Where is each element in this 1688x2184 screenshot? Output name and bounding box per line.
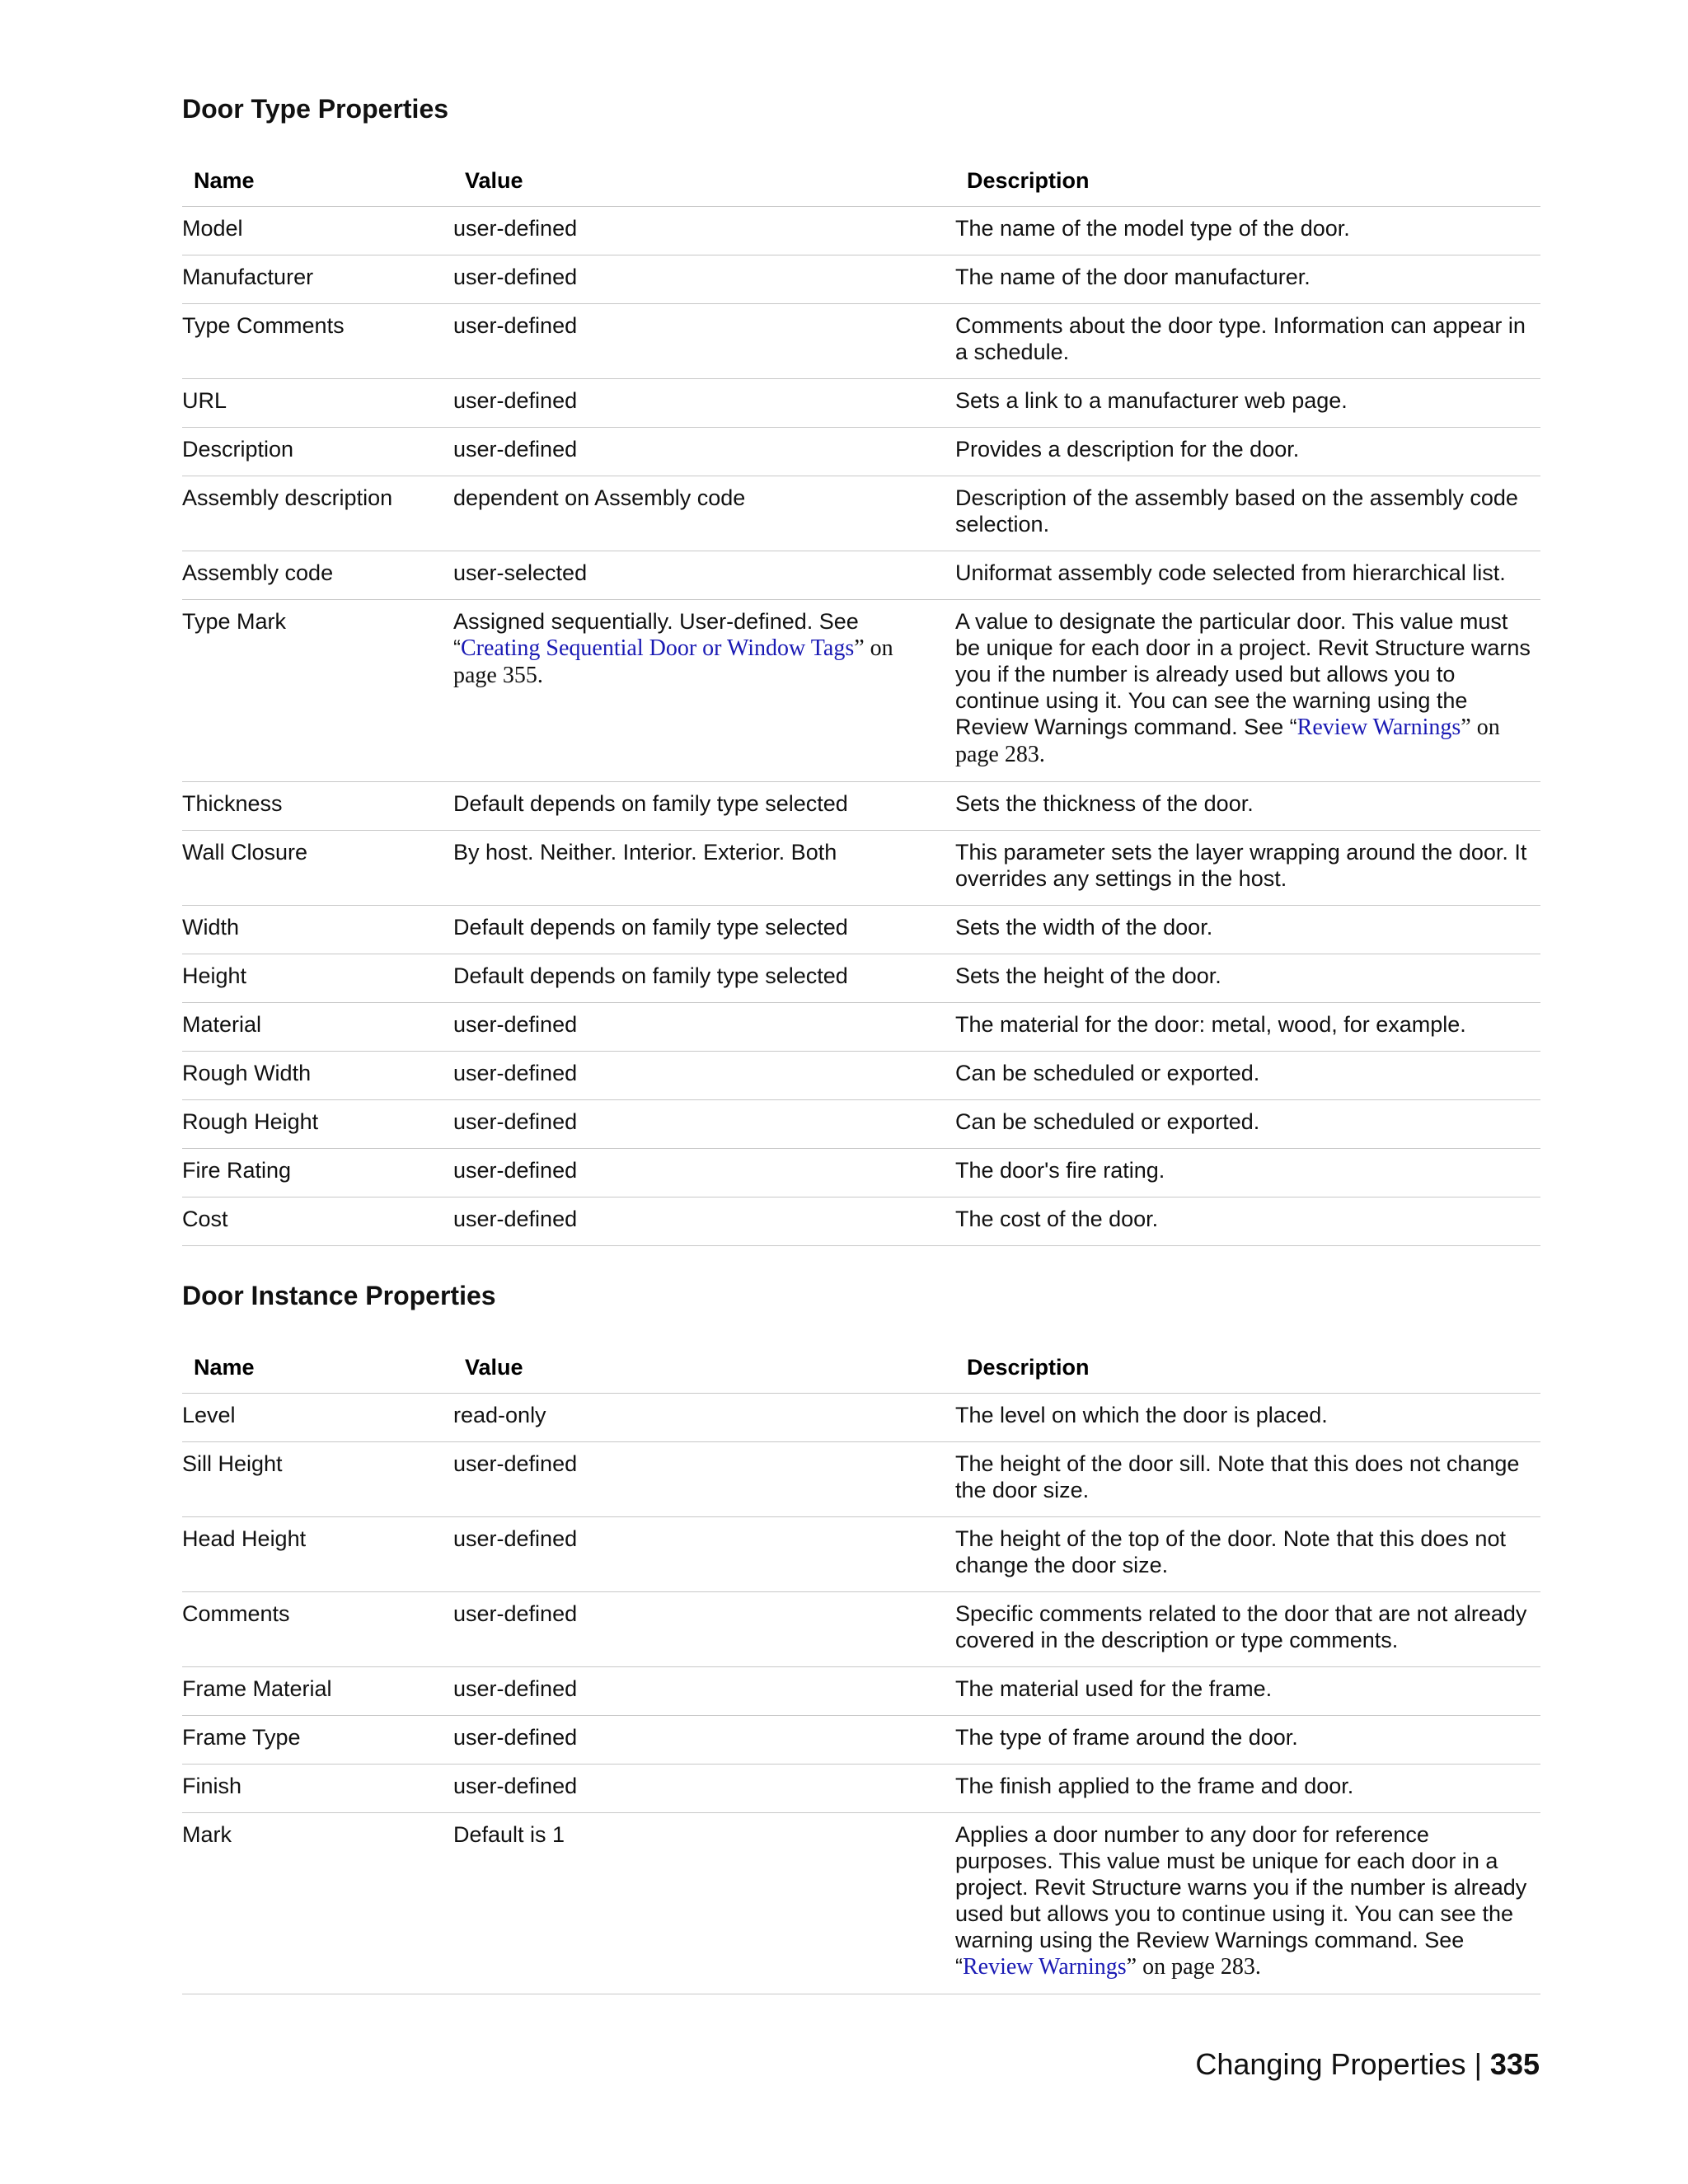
cell-value: user-defined <box>453 1715 955 1764</box>
page-number: 335 <box>1489 2047 1540 2081</box>
cell-description: The door's fire rating. <box>955 1148 1540 1197</box>
cell-description: The finish applied to the frame and door. <box>955 1764 1540 1812</box>
cell-name: Height <box>182 954 453 1002</box>
table-row <box>182 1715 1540 1764</box>
cell-value: user-defined <box>453 1764 955 1812</box>
column-header-description: Description <box>955 1343 1540 1393</box>
cell-value: By host. Neither. Interior. Exterior. Both <box>453 830 955 905</box>
column-header-name: Name <box>182 1343 453 1393</box>
cell-name: Width <box>182 905 453 954</box>
table-row <box>182 954 1540 1002</box>
cell-value: dependent on Assembly code <box>453 476 955 551</box>
cell-value: user-defined <box>453 1591 955 1666</box>
cell-name: URL <box>182 378 453 427</box>
cell-description: Comments about the door type. Information can appear in a schedule. <box>955 303 1540 378</box>
review-warnings-link[interactable]: Review Warnings <box>1296 714 1461 740</box>
cell-value: user-defined <box>453 1197 955 1245</box>
cell-name: Rough Height <box>182 1099 453 1148</box>
cell-description: The cost of the door. <box>955 1197 1540 1245</box>
cell-name: Type Mark <box>182 599 453 781</box>
cell-description: The material used for the frame. <box>955 1666 1540 1715</box>
cell-description: The height of the top of the door. Note that this does not change the door size. <box>955 1516 1540 1591</box>
cell-value: Default depends on family type selected <box>453 954 955 1002</box>
cell-value <box>453 599 955 781</box>
creating-sequential-tags-link[interactable]: Creating Sequential Door or Window Tags <box>461 635 855 661</box>
cell-value: user-selected <box>453 551 955 599</box>
column-header-value: Value <box>453 157 955 206</box>
cell-name: Material <box>182 1002 453 1051</box>
cell-name: Description <box>182 427 453 476</box>
cell-value: user-defined <box>453 255 955 303</box>
cell-description: Sets the height of the door. <box>955 954 1540 1002</box>
cell-value: user-defined <box>453 1148 955 1197</box>
value-text: Assigned sequentially. User-defined. See “ <box>453 608 859 660</box>
table-row <box>182 599 1540 781</box>
cell-value: user-defined <box>453 1002 955 1051</box>
cell-description: The material for the door: metal, wood, for example. <box>955 1002 1540 1051</box>
cell-description: The name of the door manufacturer. <box>955 255 1540 303</box>
review-warnings-link[interactable]: Review Warnings <box>963 1953 1127 1980</box>
table-row <box>182 1002 1540 1051</box>
cell-name: Finish <box>182 1764 453 1812</box>
cell-name: Rough Width <box>182 1051 453 1099</box>
description-text: Applies a door number to any door for reference purposes. This value must be unique for each door in a project. Revit Structure warns you if the number is already used but allows you to continue using it. You can see the warning using the Review Warnings command. See “ <box>955 1821 1527 1979</box>
cell-description: The name of the model type of the door. <box>955 206 1540 255</box>
table-row <box>182 1393 1540 1441</box>
table-row <box>182 378 1540 427</box>
table-row <box>182 255 1540 303</box>
cell-description: Sets a link to a manufacturer web page. <box>955 378 1540 427</box>
table-row <box>182 551 1540 599</box>
table-row <box>182 1051 1540 1099</box>
cell-value: Default depends on family type selected <box>453 905 955 954</box>
cell-value: read-only <box>453 1393 955 1441</box>
cell-name: Head Height <box>182 1516 453 1591</box>
cell-value: user-defined <box>453 1051 955 1099</box>
cell-value: user-defined <box>453 206 955 255</box>
table-row <box>182 206 1540 255</box>
cell-name: Frame Material <box>182 1666 453 1715</box>
table-header-row <box>182 1343 1540 1393</box>
table-row <box>182 781 1540 830</box>
cell-value: user-defined <box>453 1441 955 1516</box>
cell-value: user-defined <box>453 303 955 378</box>
cell-description <box>955 1812 1540 1994</box>
cell-description: Specific comments related to the door that are not already covered in the description or type comments. <box>955 1591 1540 1666</box>
cell-value: user-defined <box>453 1666 955 1715</box>
table-row <box>182 1764 1540 1812</box>
cell-value: user-defined <box>453 1099 955 1148</box>
column-header-value: Value <box>453 1343 955 1393</box>
table-row <box>182 427 1540 476</box>
table-row <box>182 476 1540 551</box>
cell-name: Manufacturer <box>182 255 453 303</box>
cell-description: The level on which the door is placed. <box>955 1393 1540 1441</box>
cell-description: Provides a description for the door. <box>955 427 1540 476</box>
door-instance-properties-table <box>182 1343 1540 1994</box>
cell-name: Sill Height <box>182 1441 453 1516</box>
cell-name: Fire Rating <box>182 1148 453 1197</box>
cell-value: user-defined <box>453 1516 955 1591</box>
table-row <box>182 1099 1540 1148</box>
cell-description: Uniformat assembly code selected from hierarchical list. <box>955 551 1540 599</box>
table-row <box>182 1591 1540 1666</box>
cell-description: The height of the door sill. Note that this does not change the door size. <box>955 1441 1540 1516</box>
cell-name: Type Comments <box>182 303 453 378</box>
page-reference: ” on page 283. <box>955 714 1500 767</box>
cell-name: Model <box>182 206 453 255</box>
table-row <box>182 303 1540 378</box>
table-row <box>182 1666 1540 1715</box>
cell-name: Assembly description <box>182 476 453 551</box>
cell-description <box>955 599 1540 781</box>
cell-value: user-defined <box>453 427 955 476</box>
cell-description: The type of frame around the door. <box>955 1715 1540 1764</box>
table-row <box>182 1516 1540 1591</box>
page-reference: ” on page 283. <box>1126 1953 1261 1980</box>
column-header-description: Description <box>955 157 1540 206</box>
cell-name: Frame Type <box>182 1715 453 1764</box>
table-row <box>182 830 1540 905</box>
door-instance-properties-heading: Door Instance Properties <box>182 1281 496 1310</box>
cell-name: Thickness <box>182 781 453 830</box>
footer-separator: | <box>1474 2047 1482 2081</box>
cell-description: Sets the thickness of the door. <box>955 781 1540 830</box>
column-header-name: Name <box>182 157 453 206</box>
cell-description: Can be scheduled or exported. <box>955 1051 1540 1099</box>
description-text: A value to designate the particular door. This value must be unique for each door in a project. Revit Structure warns you if the number is already used but allows you to continue using it. You can see the warning using the Review Warnings command. See “ <box>955 608 1531 739</box>
door-type-properties-table <box>182 157 1540 1246</box>
table-row <box>182 1197 1540 1245</box>
table-row <box>182 1148 1540 1197</box>
cell-name: Assembly code <box>182 551 453 599</box>
cell-name: Mark <box>182 1812 453 1994</box>
cell-value: Default is 1 <box>453 1812 955 1994</box>
page-footer <box>1195 2047 1540 2082</box>
cell-name: Cost <box>182 1197 453 1245</box>
table-row <box>182 1812 1540 1994</box>
cell-description: Can be scheduled or exported. <box>955 1099 1540 1148</box>
cell-description: Sets the width of the door. <box>955 905 1540 954</box>
cell-description: Description of the assembly based on the assembly code selection. <box>955 476 1540 551</box>
table-row <box>182 905 1540 954</box>
cell-name: Level <box>182 1393 453 1441</box>
table-row <box>182 1441 1540 1516</box>
chapter-title: Changing Properties <box>1195 2047 1466 2081</box>
table-header-row <box>182 157 1540 206</box>
cell-name: Comments <box>182 1591 453 1666</box>
cell-value: Default depends on family type selected <box>453 781 955 830</box>
page-reference: ” on page 355. <box>453 635 893 688</box>
cell-value: user-defined <box>453 378 955 427</box>
cell-name: Wall Closure <box>182 830 453 905</box>
cell-description: This parameter sets the layer wrapping around the door. It overrides any settings in the host. <box>955 830 1540 905</box>
door-type-properties-heading: Door Type Properties <box>182 94 449 124</box>
